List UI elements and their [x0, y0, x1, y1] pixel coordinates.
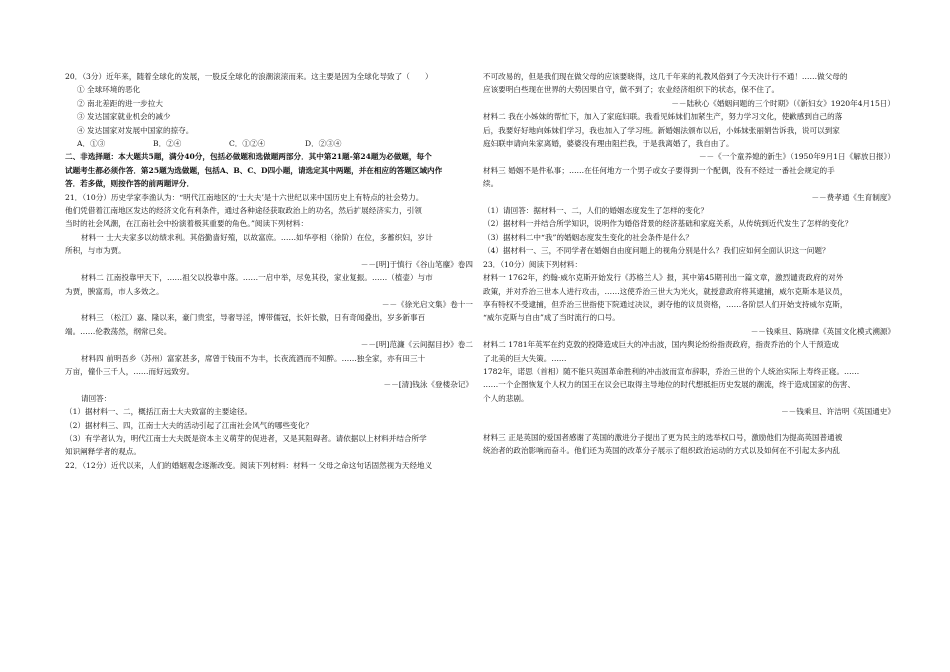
q22-material-3-source: －－费孝通《生育制度》 — [811, 192, 895, 202]
q21-material-1-source: －－[明]于慎行《谷山笔麈》卷四 — [360, 259, 473, 269]
q22-material-1-source: －－陆秋心《婚姻问题的三个时期》（《新妇女》1920年4月15日） — [671, 98, 895, 108]
section2-heading: 二、非选择题：本大题共5题，满分40分，包括必做题和选做题两部分．其中第21题-第24题为必做题，每个 — [65, 152, 432, 162]
q20-option-c[interactable]: C．①②④ — [229, 139, 266, 149]
q23-stem: 23．（10分）阅读下列材料： — [483, 259, 583, 269]
q23-material-1-cont: 政策，并对乔治三世本人进行攻击，……这使乔治三世大为光火，就授意政府将其逮捕，威尔克斯本是议员， — [483, 286, 848, 296]
q20-item: ③ 发达国家就业机会的减少 — [77, 112, 171, 122]
q20-option-a[interactable]: A．①③ — [77, 139, 106, 149]
q21-material-4-source: －－[清]钱泳《登楼杂记》 — [383, 380, 473, 390]
section2-heading-line: 试题考生都必须作答．第25题为选做题，包括A、B、C、D四小题，请选定其中两题，并在相应的答题区域内作 — [65, 165, 443, 175]
q22-question-4: （4）据材料一、三，不同学者在婚姻自由度问题上的视角分别是什么？我们应如何全面认识这一问题？ — [483, 246, 830, 256]
q23-material-2: 材料二 1781年英军在约克敦的投降造成巨大的冲击波，国内舆论纷纷指责政府，指责乔治的个人干预造成 — [483, 340, 839, 350]
q23-material-3-cont: 统治者的政治影响而奋斗。他们还为英国的改革分子展示了组织政治运动的方式以及如何在不引起太多内乱 — [483, 445, 840, 455]
q21-material-2: 材料二 江南投靠甲天下，……祖父以投靠中落。……一启中举，尽免其役，家业复振。……（植壶）与市 — [81, 273, 433, 283]
q22-material-1-cont: 不可改易的，但是我们现在做父母的应该要晓得，这几千年来的礼教风俗到了今天决计行不通！……做父母的 — [483, 72, 848, 81]
q21-question-1: （1）据材料一、二，概括江南士大夫致富的主要途径。 — [65, 407, 253, 417]
q23-material-1: 材料一 1762年，约翰·威尔克斯开始发行《苏格兰人》报，其中第45期刊出一篇文章，激烈谴责政府的对外 — [483, 273, 844, 283]
q22-material-2-cont: 庭妇联申请向朱家离婚，婆婆没有理由阻拦我，于是我离婚了，我自由了。 — [483, 139, 734, 149]
q21-material-3-source: －－[明]范濂《云间据目抄》卷二 — [360, 340, 473, 350]
q23-material-1-source: －－钱乘旦、陈晓律《英国文化模式溯源》 — [750, 326, 895, 336]
q22-material-2: 材料二 我在小姊妹的帮忙下，加入了家庭妇联。我看见姊妹们加紧生产，努力学习文化，使歉感到自己的落 — [483, 112, 843, 122]
q21-material-2-cont: 为贾，腴富焉，市人多效之。 — [65, 286, 164, 296]
q22-question-1: （1）请回答：据材料一、二，人们的婚姻态度发生了怎样的变化？ — [483, 206, 709, 216]
q21-material-4-cont: 万亩，僮仆三千人，……而好远致穷。 — [65, 366, 195, 376]
left-column — [65, 70, 473, 472]
q22-material-2-source: －－《一个童养媳的新生》（1950年9月1日《解放日报》） — [698, 152, 895, 162]
section2-heading-line: 答．若多做，则按作答的前两题评分． — [65, 179, 195, 189]
q21-question-3: （3）有学者认为，明代江南士大夫既是资本主义萌芽的促进者，又是其阻碍者。请依据以上材料并结合所学 — [65, 433, 427, 443]
q23-material-2-cont: 1782年，诺思（首相）随不能只英国革命胜利的冲击波而宣布辞职，乔治三世的个人统治实际上寿终正寝。…… — [483, 366, 860, 376]
q23-material-2-cont: 了北美的巨大失策。…… — [483, 353, 567, 363]
q21-material-3: 材料三 （松江）嘉、隆以来，豪门贵室，导奢导淫，博带儒冠，长奸长傲，日有奇闻叠出，岁多新事百 — [81, 313, 426, 323]
q21-material-3-cont: 端。……伦教荡然，纲常已矣。 — [65, 326, 172, 336]
right-column — [483, 70, 895, 457]
q22-stem: 22．（12分）近代以来，人们的婚姻观念逐渐改变。阅读下列材料：材料一 父母之命这句话固然视为天经地义 — [65, 460, 433, 470]
q23-material-2-source: －－钱乘旦、许洁明《英国通史》 — [781, 407, 895, 417]
q23-material-2-cont: ……一个企图恢复个人权力的国王在议会已取得主导地位的时代想抵拒历史发展的潮流，终于造成国家的伤害、 — [483, 380, 856, 390]
q23-material-1-cont: 享有特权不受逮捕，但乔治三世指使下院通过决议，剥夺他的议员资格，……各阶层人们开始支持威尔克斯， — [483, 299, 848, 309]
q21-question-2: （2）据材料三、四，江南士大夫的活动引起了江南社会风气的哪些变化？ — [65, 420, 313, 430]
q21-intro: 21．（10分）历史学家李渔认为：“明代江南地区的‘士大夫’是十六世纪以来中国历史上有特点的社会势力。 — [65, 192, 424, 202]
q21-question-3-cont: 知识阐释学者的观点。 — [65, 447, 141, 457]
q20-option-d[interactable]: D．②③④ — [305, 139, 342, 149]
q21-intro-line: 当时的社会风潮，在江南社会中扮演着极其重要的角色。”阅读下列材料： — [65, 219, 309, 229]
spacer — [483, 419, 895, 431]
q22-material-1-cont: 应该要明白些现在世界的大势因果自守，做不到了；农业经济组织下的状态，保不住了。 — [483, 85, 780, 95]
q22-material-2-cont: 后，我要好好地向姊妹们学习，我也加入了学习班。新婚姻法颁布以后，小姊妹张丽娟告诉我，说可以到家 — [483, 125, 840, 135]
q21-intro-line: 他们凭借着江南地区发达的经济文化有利条件，通过各种途径获取政治上的功名，然后扩展经济实力，引领 — [65, 206, 422, 216]
q20-stem: 20．（3分）近年来，随着全球化的发展，一股反全球化的浪潮滚滚而来。这主要是因为全球化导致了（ ） — [65, 72, 433, 81]
q23-material-2-cont: 个人的悲剧。 — [483, 393, 529, 403]
q22-question-2: （2）据材料一并结合所学知识，说明作为婚俗背景的经济基础和家庭关系，从传统到近代发生了怎样的变化？ — [483, 219, 853, 229]
q22-question-3: （3）据材料二中“我”的婚姻态度发生变化的社会条件是什么？ — [483, 232, 694, 242]
q20-option-b[interactable]: B．②④ — [153, 139, 182, 149]
q20-item: ④ 发达国家对发展中国家的掠夺。 — [77, 125, 194, 135]
q22-material-3-cont: 续。 — [483, 179, 499, 189]
q21-material-4: 材料四 前明吾乡（苏州）富家甚多，席曾于钱而不为丰，长夜流酒而不知醉。……独全家，亦有田三十 — [81, 353, 426, 363]
q20-item: ② 南北差距的进一步拉大 — [77, 98, 163, 108]
q23-material-3: 材料三 正是英国的爱国者感谢了英国的激进分子提出了更为民主的选举权口号，激励他们为提高英国普通被 — [483, 432, 843, 442]
q23-material-1-cont: “威尔克斯与自由”成了当时流行的口号。 — [483, 313, 620, 323]
q21-ask: 请回答： — [81, 393, 112, 403]
q21-material-1-cont: 所积，与市为贾。 — [65, 246, 126, 256]
q22-material-3: 材料三 婚姻不是件私事；……在任何地方一个男子或女子要得到一个配偶，没有不经过一番社会规定的手 — [483, 165, 835, 175]
q21-material-1: 材料一 士大夫家多以纺绩求利。其俗勤啬好殖，以故富庶。……如华亭相（徐阶）在位，多蓄织妇，岁计 — [81, 232, 433, 242]
q20-options — [65, 137, 473, 150]
q20-item: ① 全球环境的恶化 — [77, 85, 141, 95]
q21-material-2-source: －－《徐光启文集》卷十一 — [381, 299, 473, 309]
